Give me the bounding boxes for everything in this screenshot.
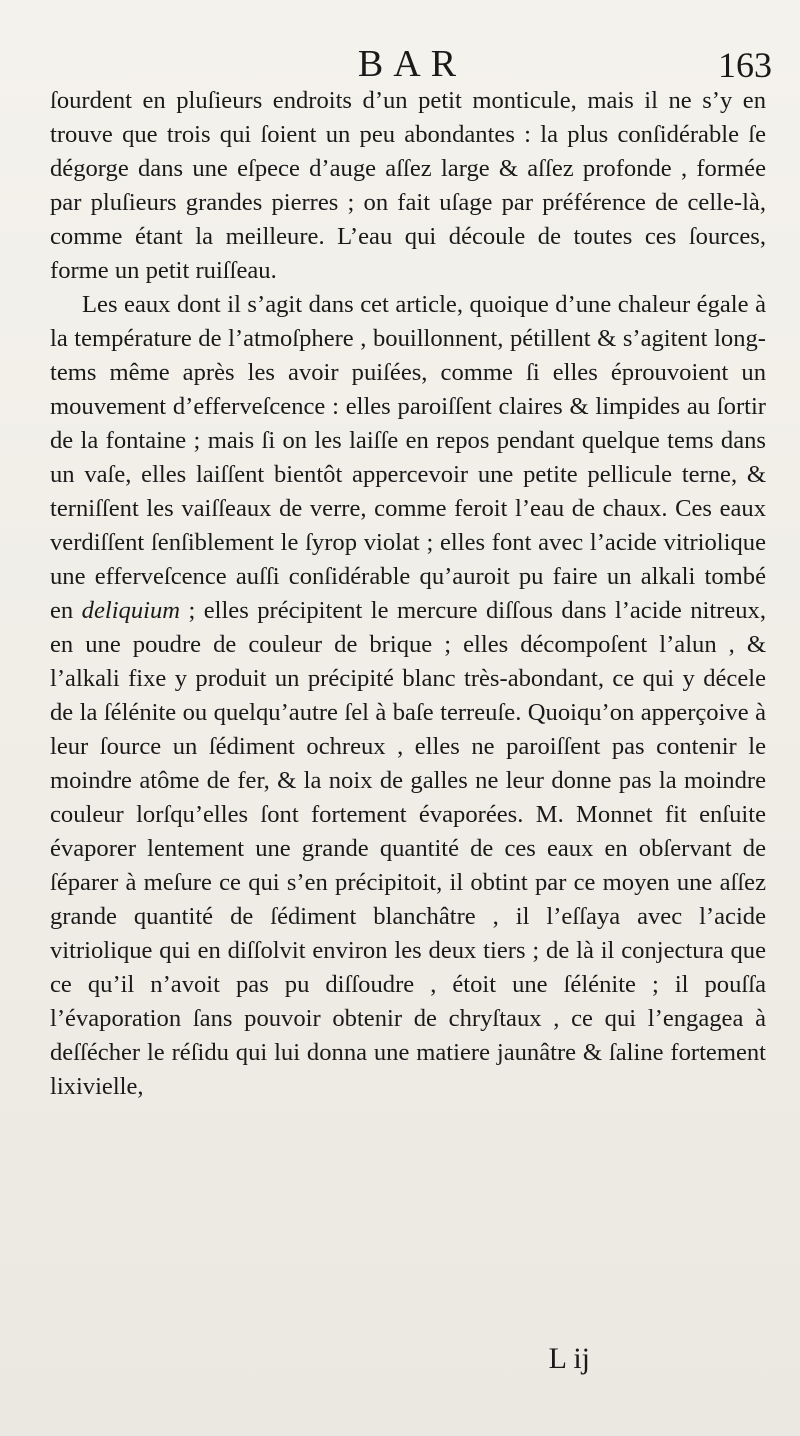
paragraph-1 [50, 84, 766, 288]
page-header [52, 42, 772, 90]
running-head: BAR [357, 43, 467, 85]
paragraph-2 [50, 288, 766, 1104]
paragraph-1-text: ſourdent en pluſieurs endroits d’un petit monticule, mais il ne s’y en trouve que trois qui ſoient un peu abondantes : la plus conſidérable ſe dégorge dans une eſpece d’auge aſſez large & aſſez profonde , formée par pluſieurs grandes pierres ; on fait uſage par préférence de celle-là, comme étant la meilleure. L’eau qui découle de toutes ces ſources, forme un petit ruiſſeau. [50, 87, 766, 284]
page-number: 163 [718, 45, 772, 85]
paragraph-2-text-part-1: Les eaux dont il s’agit dans cet article, quoique d’une chaleur égale à la température de l’atmoſphere , bouillonnent, pétillent & s’agitent long-tems même après les avoir puiſées, comme ſi elles éprouvoient un mouvement d’efferveſcence : elles paroiſſent claires & limpides au ſortir de la fontaine ; mais ſi on les laiſſe en repos pendant quelque tems dans un vaſe, elles laiſſent bientôt appercevoir une petite pellicule terne, & terniſſent les vaiſſeaux de verre, comme feroit l’eau de chaux. Ces eaux verdiſſent ſenſiblement le ſyrop violat ; elles font avec l’acide vitriolique une efferveſcence auſſi conſidérable qu’auroit pu faire un alkali tombé en [50, 291, 766, 624]
body-text [50, 84, 766, 1104]
paragraph-2-text-part-2: ; elles précipitent le mercure diſſous dans l’acide nitreux, en une poudre de couleur de brique ; elles décompoſent l’alun , & l’alkali fixe y produit un précipité blanc très-abondant, ce qui y décele de la ſélénite ou quelqu’autre ſel à baſe terreuſe. Quoiqu’on apperçoive à leur ſource un ſédiment ochreux , elles ne paroiſſent pas contenir le moindre atôme de fer, & la noix de galles ne leur donne pas la moindre couleur lorſqu’elles ſont fortement évaporées. M. Monnet fit enſuite évaporer lentement une grande quantité de ces eaux en obſervant de ſéparer à meſure ce qui s’en précipitoit, il obtint par ce moyen une aſſez grande quantité de ſédiment blanchâtre , il l’eſſaya avec l’acide vitriolique qui en diſſolvit environ les deux tiers ; de là il conjectura que ce qu’il n’avoit pas pu diſſoudre , étoit une ſélénite ; il pouſſa l’évaporation ſans pouvoir obtenir de chryſtaux , ce qui l’engagea à deſſécher le réſidu qui lui donna une matiere jaunâtre & ſaline fortement lixivielle, [50, 597, 767, 1100]
italic-term-deliquium: deliquium [81, 597, 181, 624]
signature-mark: L ij [548, 1342, 590, 1375]
